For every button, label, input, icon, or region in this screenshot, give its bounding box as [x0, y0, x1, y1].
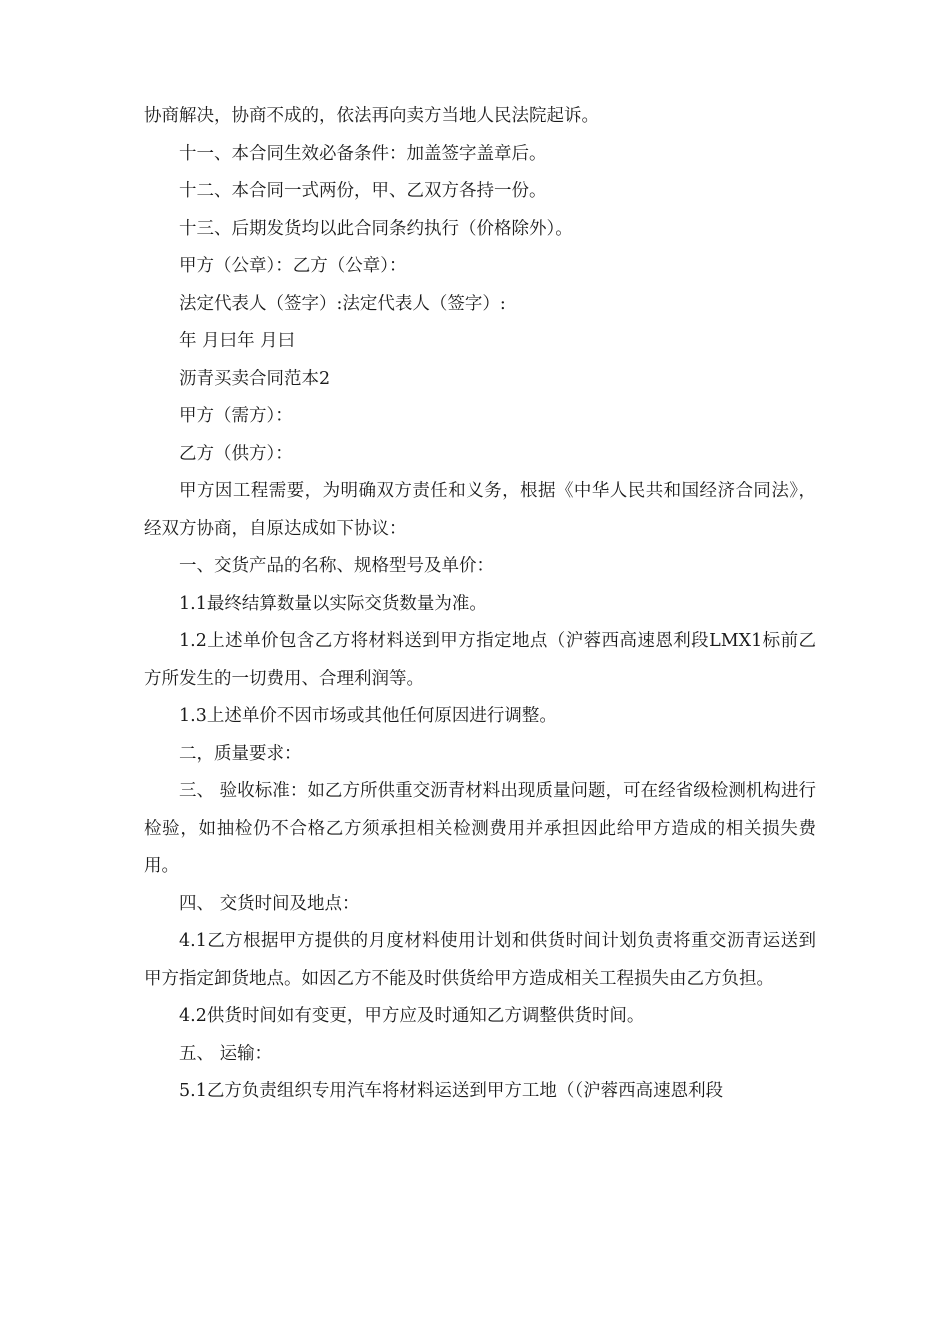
paragraph-dates: 年 月曰年 月曰 [179, 331, 296, 351]
paragraph-clause-4-1: 4.1乙方根据甲方提供的月度材料使用计划和供货时间计划负责将重交沥青运送到甲方指定卸货地点。如因乙方不能及时供货给甲方造成相关工程损失由乙方负担。 [144, 931, 816, 989]
paragraph-section-4: 四、 交货时间及地点： [179, 893, 360, 914]
paragraph-section-2: 二，质量要求： [179, 743, 302, 764]
paragraph-dispute-resolution: 协商解决，协商不成的，依法再向卖方当地人民法院起诉。 [144, 106, 599, 126]
paragraph-clause-4-2: 4.2供货时间如有变更，甲方应及时通知乙方调整供货时间。 [179, 1006, 645, 1026]
document-body [144, 98, 816, 1111]
paragraph-party-a: 甲方（需方）： [179, 406, 293, 426]
paragraph-party-b: 乙方（供方）： [179, 443, 293, 464]
paragraph-preamble: 甲方因工程需要，为明确双方责任和义务，根据《中华人民共和国经济合同法》，经双方协商，自原达成如下协议： [144, 481, 816, 539]
paragraph-section-5: 五、 运输： [179, 1043, 273, 1064]
paragraph-clause-5-1: 5.1乙方负责组织专用汽车将材料运送到甲方工地（（沪蓉西高速恩利段 [179, 1081, 724, 1101]
paragraph-clause-12: 十二、本合同一式两份，甲、乙双方各持一份。 [179, 181, 547, 201]
paragraph-section-1: 一、交货产品的名称、规格型号及单价： [179, 556, 494, 576]
paragraph-clause-1-1: 1.1最终结算数量以实际交货数量为准。 [179, 593, 487, 614]
section-title-contract-2: 沥青买卖合同范本2 [179, 368, 331, 389]
paragraph-clause-1-3: 1.3上述单价不因市场或其他任何原因进行调整。 [179, 706, 557, 726]
paragraph-clause-13: 十三、后期发货均以此合同条约执行（价格除外）。 [179, 218, 573, 239]
paragraph-section-3: 三、 验收标准：如乙方所供重交沥青材料出现质量问题，可在经省级检测机构进行检验，如抽检仍不合格乙方须承担相关检测费用并承担因此给甲方造成的相关损失费用。 [144, 781, 816, 876]
paragraph-seals: 甲方（公章）：乙方（公章）： [179, 256, 407, 276]
paragraph-clause-1-2: 1.2上述单价包含乙方将材料送到甲方指定地点（沪蓉西高速恩利段LMX1标前乙方所发生的一切费用、合理利润等。 [144, 631, 816, 689]
paragraph-clause-11: 十一、本合同生效必备条件：加盖签字盖章后。 [179, 143, 547, 164]
paragraph-legal-representatives: 法定代表人（签字）:法定代表人（签字）: [179, 293, 506, 314]
